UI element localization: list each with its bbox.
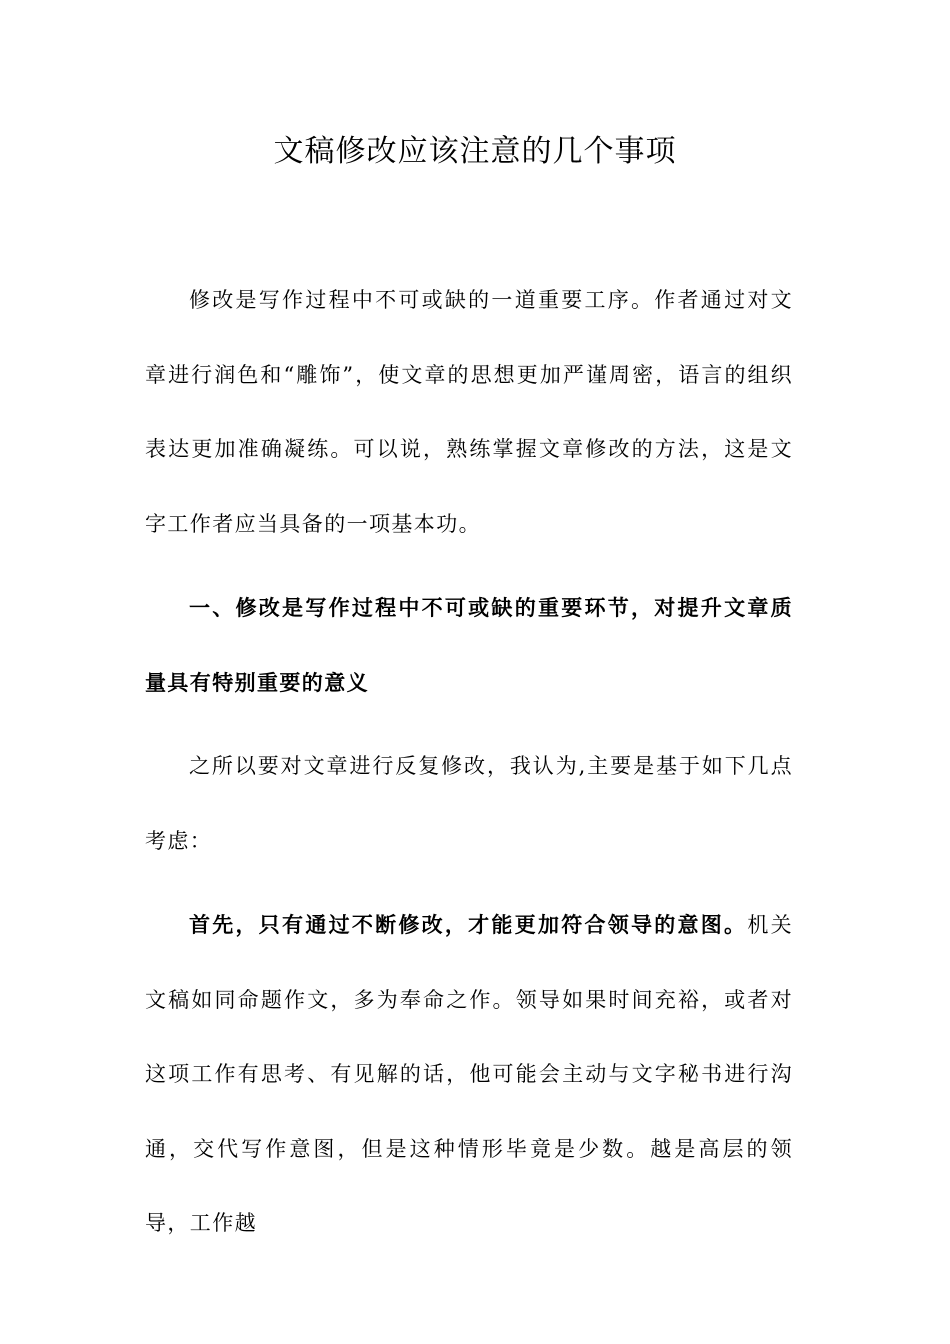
section-heading-one: 一、修改是写作过程中不可或缺的重要环节，对提升文章质量具有特别重要的意义 [145,596,793,695]
document-title: 文稿修改应该注意的几个事项 [273,134,677,169]
paragraph-first-point [145,888,793,1261]
paragraph-reasons: 之所以要对文章进行反复修改，我认为,主要是基于如下几点考虑： [145,754,793,853]
paragraph-intro: 修改是写作过程中不可或缺的一道重要工序。作者通过对文章进行润色和“雕饰”，使文章的思想更加严谨周密，语言的组织表达更加准确凝练。可以说，熟练掌握文章修改的方法，这是文字工作者应当具备的一项基本功。 [145,288,793,536]
first-point-body: 机关文稿如同命题作文，多为奉命之作。领导如果时间充裕，或者对这项工作有思考、有见解的话，他可能会主动与文字秘书进行沟通，交代写作意图，但是这种情形毕竟是少数。越是高层的领导，工作越 [145,913,793,1235]
first-point-lead: 首先，只有通过不断修改，才能更加符合领导的意图。 [189,913,748,937]
